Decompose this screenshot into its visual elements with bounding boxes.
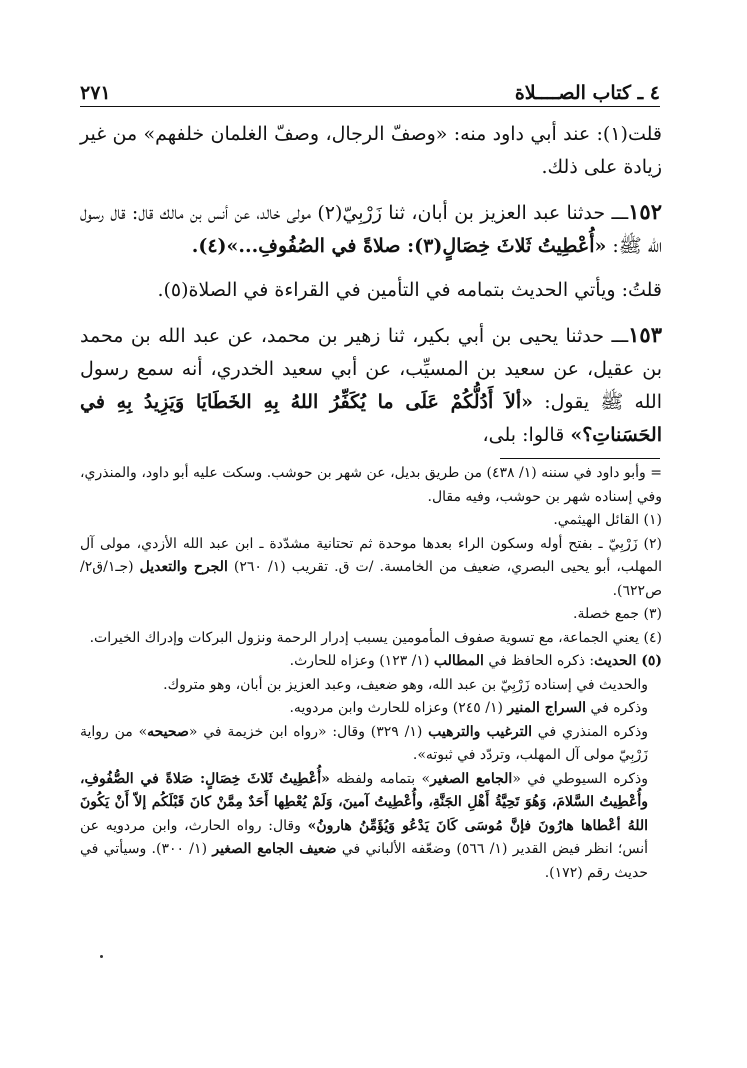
hadith-153 [80,318,662,452]
footnote-text: (١/ ٢٤٥) وعزاه للحارث وابن مردويه. [289,700,508,716]
footnote-text: (٢) زَرْبِيّ ـ بفتح أوله وسكون الراء بعدها موحدة ثم تحتانية مشدّدة ـ ابن عبد الله الأزدي، مولى آل المهلب، أبو يحيى البصري، ضعيف من الخامسة. /ت ق. تقريب (١/ ٢٦٠) [80,535,662,575]
book-title: السراج المنير [507,700,587,716]
main-text [80,118,662,463]
footnote-continuation [80,462,662,509]
note-text: قلت(١): عند أبي داود منه: «وصفّ الرجال، وصفّ الغلمان خلفهم» من غير زيادة على ذلك. [80,123,662,178]
footnote-1 [80,509,662,533]
footnote-5 [80,650,662,674]
footnote-text: : ذكره الحافظ في [483,653,595,669]
footnote-text: = وأبو داود في سننه (١/ ٤٣٨) من طريق بديل، عن شهر بن حوشب. وسكت عليه أبو داود، والمنذري، وفي إسناده شهر بن حوشب، وفيه مقال. [80,465,662,505]
footnote-text: وذكره في [586,700,648,716]
comment-paragraph [80,274,662,307]
footnote-text: » بتمامه ولفظه [329,770,431,787]
book-title: الترغيب والترهيب [428,723,532,740]
hadith-number: ١٥٣ [628,322,662,347]
stray-mark [100,955,103,958]
hadith-quote: «أُعْطِيتُ ثَلاثَ خِصَالٍ: صَلاةً في الصُّفُوفِ، وأُعْطِيتُ السَّلامَ، وَهُوَ تَحِيَّةُ أَهْلِ الجَنَّةِ، وأُعْطِيتُ آمينَ، وَلَمْ يُعْطِها أَحَدٌ مِمَّنْ كانَ قَبْلَكُم إلاّ أَنْ يَكُونَ اللهُ أعْطاها هارُونَ فإنَّ مُوسَى كَانَ يَدْعُو وَيُؤَمِّنُ هارونُ» [80,770,649,834]
footnote-5-line-2 [80,674,662,698]
footnote-text: (١/ ٣٢٩) وقال: «رواه ابن خزيمة في « [188,723,429,740]
footnote-text: (١) القائل الهيثمي. [553,512,662,528]
footnote-text: وذكره المنذري في [531,723,648,740]
book-title: الجرح والتعديل [139,559,228,575]
note-paragraph [80,118,662,184]
comment-text: قلتُ: ويأتي الحديث بتمامه في التأمين في القراءة في الصلاة(٥). [157,279,662,301]
book-title: صحيحه [147,723,189,740]
hadith-tail: قالوا: بلى، [482,424,571,446]
hadith-isnad: ـــ حدثنا عبد العزيز بن أبان، ثنا زَرْبِيّ(٢) مولى خالد، عن أنس بن مالك قال: قال رسول الله ﷺ: [80,202,662,257]
footnote-text: (١/ ١٢٣) وعزاه للحارث. [289,653,434,669]
footnote-text: (٣) جمع خصلة. [573,606,662,622]
footnote-2 [80,533,662,604]
footnote-4 [80,627,662,651]
page-number: ٢٧١ [80,82,111,104]
header-divider [80,106,660,107]
chapter-title: ٤ ـ كتاب الصــــلاة [514,82,660,104]
book-title: المطالب [433,653,484,669]
footnotes [80,462,662,885]
footnote-3 [80,603,662,627]
hadith-152 [80,195,662,263]
footnote-text: وقال: رواه الحارث، وابن مردويه عن أنس؛ انظر فيض القدير (١/ ٥٦٦) وضعّفه الألباني في [80,817,649,857]
running-header [80,74,660,104]
hadith-number: ١٥٢ [628,199,662,224]
footnote-5-line-4 [80,721,662,768]
footnote-text: (٤) يعني الجماعة، مع تسوية صفوف المأمومين يسبب إدرار الرحمة ونزول البركات وإدراك الخيرات. [89,629,662,646]
footnote-text: وذكره السيوطي في « [512,770,648,787]
book-title: الجامع الصغير [430,770,513,787]
book-title: ضعيف الجامع الصغير [212,841,337,857]
hadith-isnad: ـــ حدثنا يحيى بن أبي بكير، ثنا زهير بن محمد، عن عبد الله بن محمد بن عقيل، عن سعيد بن المسيِّب، عن أبي سعيد الخدري، أنه سمع رسول الله ﷺ يقول: [80,325,662,413]
footnote-text: والحديث في إسناده زَرْبِيّ بن عبد الله، وهو ضعيف، وعبد العزيز بن أبان، وهو متروك. [163,676,648,693]
footnote-text: » من رواية زَرْبِيّ مولى آل المهلب، وتردّد في ثبوته». [80,723,648,763]
footnote-text: (جـ١/ق٢/ص٦٢٢). [80,559,662,599]
hadith-matn: «أُعْطِيتُ ثَلاثَ خِصَالٍ(٣): صلاةً في الصُفُوفِ...»(٤). [191,235,607,257]
footnote-5-line-3 [80,697,662,721]
footnote-5-line-5 [80,768,662,886]
footnote-label: (٥) الحديث [594,653,662,669]
hadith-matn: «ألاَ أَدُلُّكُمْ عَلَى ما يُكَفِّرُ اللهُ بِهِ الخَطَايَا وَيَزِيدُ بِهِ في الحَسَناتِ؟» [80,391,662,446]
footnote-text: (١/ ٣٠٠). وسيأتي في حديث رقم (١٧٢). [80,841,648,881]
footnote-divider [500,458,660,459]
